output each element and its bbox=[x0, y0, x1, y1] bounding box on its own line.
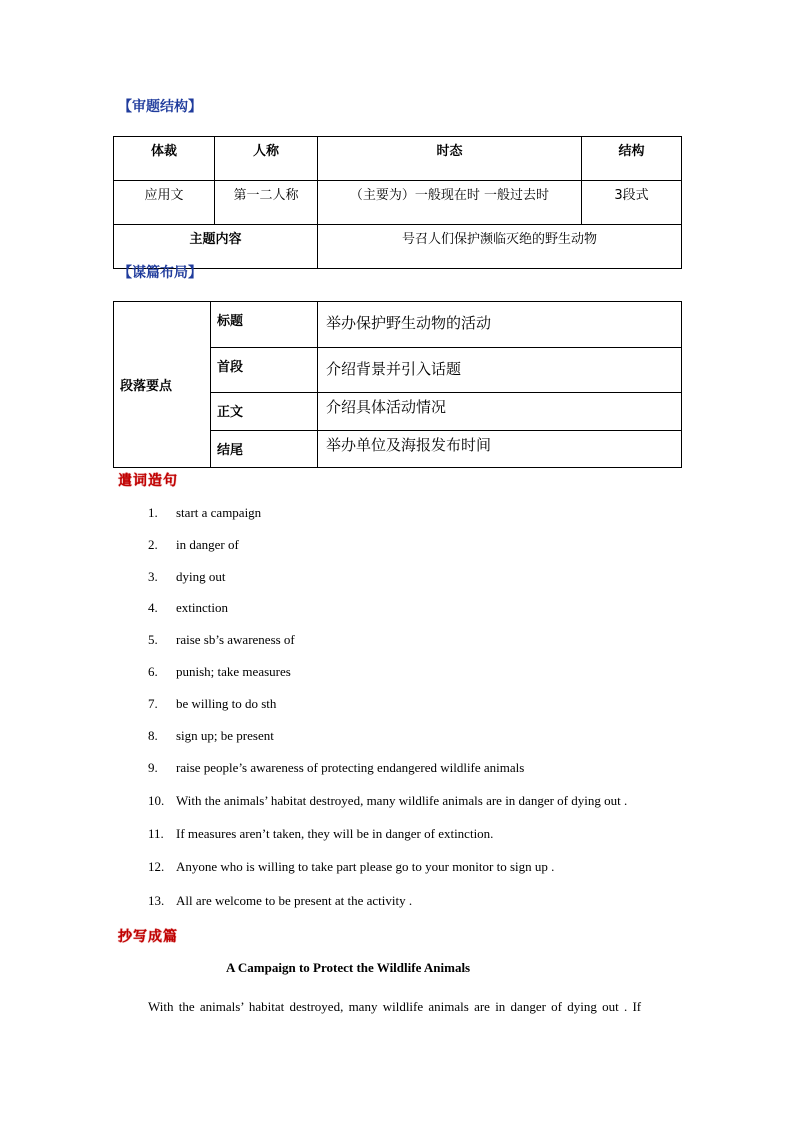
theme-label: 主题内容 bbox=[114, 225, 318, 269]
theme-value: 号召人们保护濒临灭绝的野生动物 bbox=[318, 225, 682, 269]
header-tense: 时态 bbox=[318, 137, 582, 181]
row-value-title: 举办保护野生动物的活动 bbox=[318, 302, 682, 348]
essay-title: A Campaign to Protect the Wildlife Animals bbox=[226, 960, 471, 975]
cell-tense: （主要为）一般现在时 一般过去时 bbox=[318, 181, 582, 225]
layout-table bbox=[113, 301, 682, 468]
paragraph-points-label: 段落要点 bbox=[114, 302, 211, 468]
list-item: 11. If measures aren’t taken, they will be in danger of extinction. bbox=[148, 826, 494, 841]
header-structure: 结构 bbox=[582, 137, 682, 181]
section-title-layout: 【谋篇布局】 bbox=[118, 265, 202, 281]
row-label-end: 结尾 bbox=[211, 431, 318, 468]
row-label-title: 标题 bbox=[211, 302, 318, 348]
section-title-copy: 抄写成篇 bbox=[118, 929, 178, 945]
section-title-structure: 【审题结构】 bbox=[118, 99, 202, 115]
list-item: 1. start a campaign bbox=[148, 505, 262, 520]
list-item: 5. raise sb’s awareness of bbox=[148, 632, 295, 647]
header-person: 人称 bbox=[215, 137, 318, 181]
essay-paragraph: With the animals’ habitat destroyed, many wildlife animals are in danger of dying out . If bbox=[148, 999, 642, 1014]
list-item: 12. Anyone who is willing to take part please go to your monitor to sign up . bbox=[148, 859, 555, 874]
list-item: 2. in danger of bbox=[148, 537, 239, 552]
list-item: 3. dying out bbox=[148, 569, 226, 584]
list-item: 8. sign up; be present bbox=[148, 728, 274, 743]
list-item: 4. extinction bbox=[148, 600, 228, 615]
list-item: 9. raise people’s awareness of protecting endangered wildlife animals bbox=[148, 760, 525, 775]
row-label-body: 正文 bbox=[211, 393, 318, 431]
cell-person: 第一二人称 bbox=[215, 181, 318, 225]
row-value-end: 举办单位及海报发布时间 bbox=[318, 431, 682, 468]
list-item: 10. With the animals’ habitat destroyed, many wildlife animals are in danger of dying out . bbox=[148, 793, 628, 808]
list-item: 6. punish; take measures bbox=[148, 664, 291, 679]
row-value-first: 介绍背景并引入话题 bbox=[318, 348, 682, 393]
cell-genre: 应用文 bbox=[114, 181, 215, 225]
list-item: 7. be willing to do sth bbox=[148, 696, 277, 711]
section-title-wording: 遣词造句 bbox=[118, 473, 178, 489]
row-label-first: 首段 bbox=[211, 348, 318, 393]
header-genre: 体裁 bbox=[114, 137, 215, 181]
row-value-body: 介绍具体活动情况 bbox=[318, 393, 682, 431]
cell-structure: 3段式 bbox=[582, 181, 682, 225]
structure-table bbox=[113, 136, 682, 269]
list-item: 13. All are welcome to be present at the activity . bbox=[148, 893, 413, 908]
